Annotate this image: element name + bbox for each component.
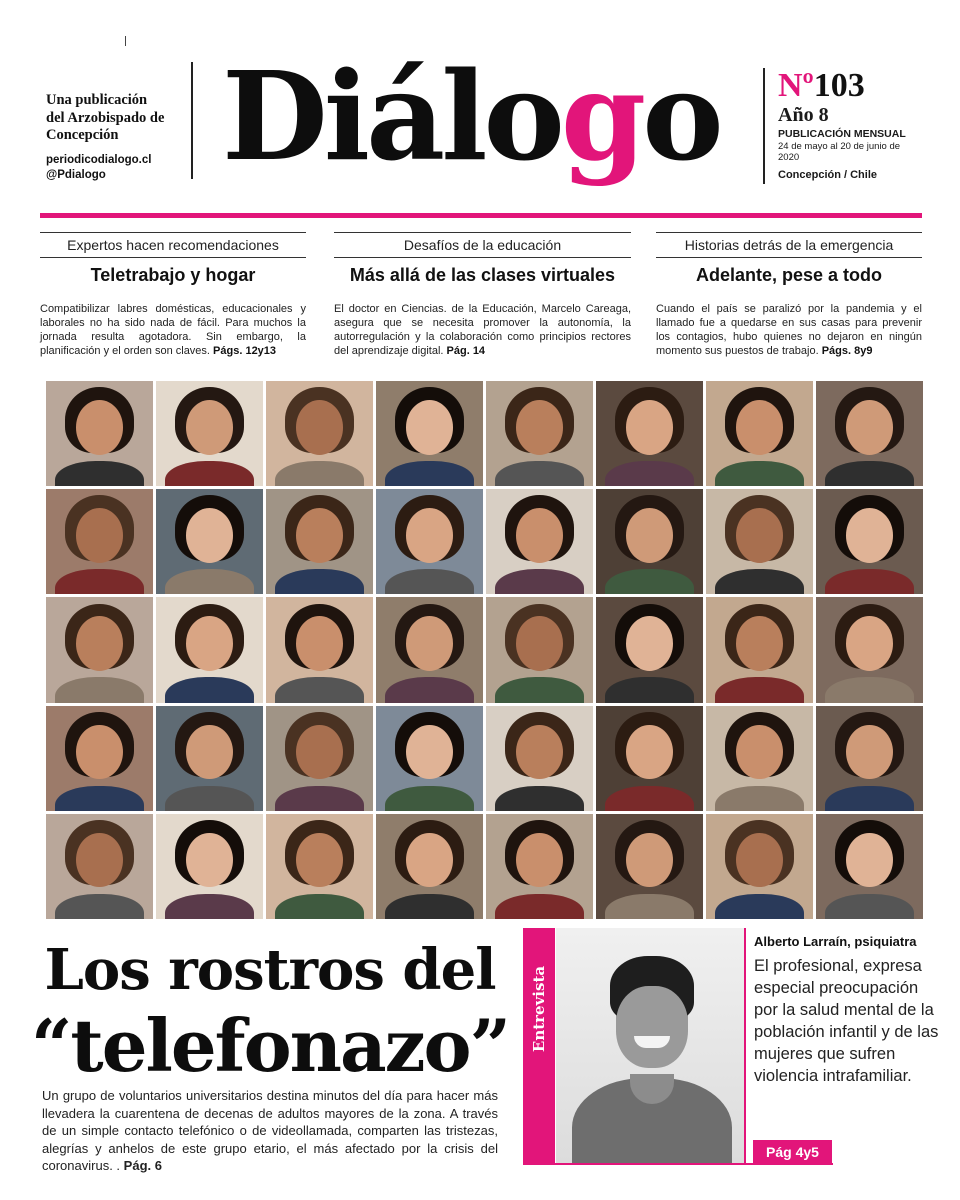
volunteer-photo bbox=[266, 814, 373, 919]
teaser-body: Cuando el país se paralizó por la pandemia y el llamado fue a quedarse en sus casas para prevenir los contagios, hubo quienes no dejaron en ningún momento sus puestos de trabajo. Págs. 8y9 bbox=[656, 303, 922, 357]
volunteer-photo bbox=[266, 489, 373, 594]
volunteer-photo bbox=[816, 706, 923, 811]
volunteer-photo-grid bbox=[46, 381, 923, 919]
publisher-line: Concepción bbox=[46, 127, 119, 143]
publisher-line: Una publicación bbox=[46, 92, 148, 108]
teaser-body: El doctor en Ciencias. de la Educación, Marcelo Careaga, asegura que se necesita promover la autonomía, la autorregulación y la colaboración como principios rectores del aprendizaje digital. Pág. 14 bbox=[334, 303, 631, 357]
teaser-educacion[interactable] bbox=[334, 232, 631, 358]
issue-number: Nº103 bbox=[778, 67, 865, 104]
volunteer-photo bbox=[596, 814, 703, 919]
cover-headline-line1: Los rostros del bbox=[44, 937, 496, 1003]
volunteer-photo bbox=[596, 489, 703, 594]
volunteer-photo bbox=[706, 381, 813, 486]
volunteer-photo bbox=[266, 381, 373, 486]
volunteer-photo bbox=[706, 706, 813, 811]
interview-byline: Alberto Larraín, psiquiatra bbox=[754, 934, 917, 949]
teaser-emergencia[interactable] bbox=[656, 232, 922, 358]
divider-left bbox=[191, 62, 193, 179]
volunteer-photo bbox=[706, 597, 813, 702]
volunteer-photo bbox=[156, 381, 263, 486]
page-ref: Pág. 6 bbox=[123, 1158, 162, 1173]
interview-page-ref[interactable]: Pág 4y5 bbox=[753, 1140, 832, 1165]
volunteer-photo bbox=[596, 706, 703, 811]
teaser-headline[interactable]: Adelante, pese a todo bbox=[695, 265, 883, 285]
teaser-kicker: Historias detrás de la emergencia bbox=[684, 237, 894, 253]
teaser-teletrabajo[interactable] bbox=[40, 232, 306, 358]
volunteer-photo bbox=[486, 597, 593, 702]
volunteer-photo bbox=[376, 489, 483, 594]
volunteer-photo bbox=[486, 381, 593, 486]
volunteer-photo bbox=[156, 489, 263, 594]
volunteer-photo bbox=[46, 814, 153, 919]
divider-right bbox=[763, 68, 765, 184]
interview-description: El profesional, expresa especial preocupación por la salud mental de la población infantil y de las mujeres que sufren violencia intrafamiliar. bbox=[754, 957, 939, 1085]
volunteer-photo bbox=[46, 706, 153, 811]
volunteer-photo bbox=[156, 814, 263, 919]
page-ref: Pág. 14 bbox=[446, 345, 486, 357]
volunteer-photo bbox=[596, 381, 703, 486]
volunteer-photo bbox=[816, 489, 923, 594]
page-ref: Págs. 8y9 bbox=[821, 345, 873, 357]
social-handle[interactable]: @Pdialogo bbox=[46, 168, 106, 181]
volunteer-photo bbox=[266, 706, 373, 811]
volunteer-photo bbox=[266, 597, 373, 702]
issue-info bbox=[778, 68, 948, 182]
crop-tick bbox=[125, 36, 126, 46]
interview-section-label: Entrevista bbox=[530, 965, 548, 1053]
volunteer-photo bbox=[376, 706, 483, 811]
website-link[interactable]: periodicodialogo.cl bbox=[46, 153, 152, 166]
volunteer-photo bbox=[486, 706, 593, 811]
volunteer-photo bbox=[816, 814, 923, 919]
volunteer-photo bbox=[46, 381, 153, 486]
volunteer-photo bbox=[46, 489, 153, 594]
volunteer-photo bbox=[486, 489, 593, 594]
issue-dates: 24 de mayo al 20 de junio de 2020 bbox=[778, 141, 901, 163]
volunteer-photo bbox=[376, 381, 483, 486]
issue-frequency: PUBLICACIÓN MENSUAL bbox=[778, 128, 906, 140]
teaser-headline[interactable]: Teletrabajo y hogar bbox=[90, 265, 256, 285]
cover-headline[interactable] bbox=[20, 935, 520, 1087]
volunteer-photo bbox=[596, 597, 703, 702]
teaser-kicker: Expertos hacen recomendaciones bbox=[67, 237, 279, 253]
accent-bar bbox=[40, 213, 922, 218]
interviewee-photo bbox=[556, 928, 744, 1165]
masthead bbox=[0, 0, 960, 215]
cover-headline-line2: “telefonazo” bbox=[31, 1003, 509, 1088]
volunteer-photo bbox=[816, 597, 923, 702]
volunteer-photo bbox=[156, 706, 263, 811]
volunteer-photo bbox=[706, 814, 813, 919]
volunteer-photo bbox=[486, 814, 593, 919]
interview-tab bbox=[523, 928, 555, 1165]
issue-place: Concepción / Chile bbox=[778, 169, 878, 181]
volunteer-photo bbox=[376, 814, 483, 919]
volunteer-photo bbox=[376, 597, 483, 702]
volunteer-photo bbox=[816, 381, 923, 486]
interview-frame-rule bbox=[744, 928, 746, 1165]
page-ref: Págs. 12y13 bbox=[213, 345, 277, 357]
newspaper-logo: Diálogo bbox=[222, 44, 720, 188]
volunteer-photo bbox=[156, 597, 263, 702]
teaser-headline[interactable]: Más allá de las clases virtuales bbox=[349, 265, 616, 285]
publisher-line: del Arzobispado de bbox=[46, 109, 165, 126]
publisher-block bbox=[46, 92, 186, 183]
issue-year: Año 8 bbox=[778, 104, 829, 126]
volunteer-photo bbox=[46, 597, 153, 702]
teaser-kicker: Desafíos de la educación bbox=[403, 237, 562, 253]
cover-lede: Un grupo de voluntarios universitarios destina minutos del día para hacer más llevadera la cuarentena de decenas de adultos mayores de la zona. A través de un simple contacto telefónico o de videollamada, comparten las tristezas, alegrías y anhelos de este grupo etario, el más afectado por la crisis del coronavirus. . Pág. 6 bbox=[42, 1088, 498, 1173]
volunteer-photo bbox=[706, 489, 813, 594]
teaser-body: Compatibilizar labres domésticas, educacionales y laborales no ha sido nada de fácil. Para muchos la jornada resulta agotadora. Sin embargo, la planificación y el orden son claves. Págs. 12y13 bbox=[40, 303, 306, 357]
